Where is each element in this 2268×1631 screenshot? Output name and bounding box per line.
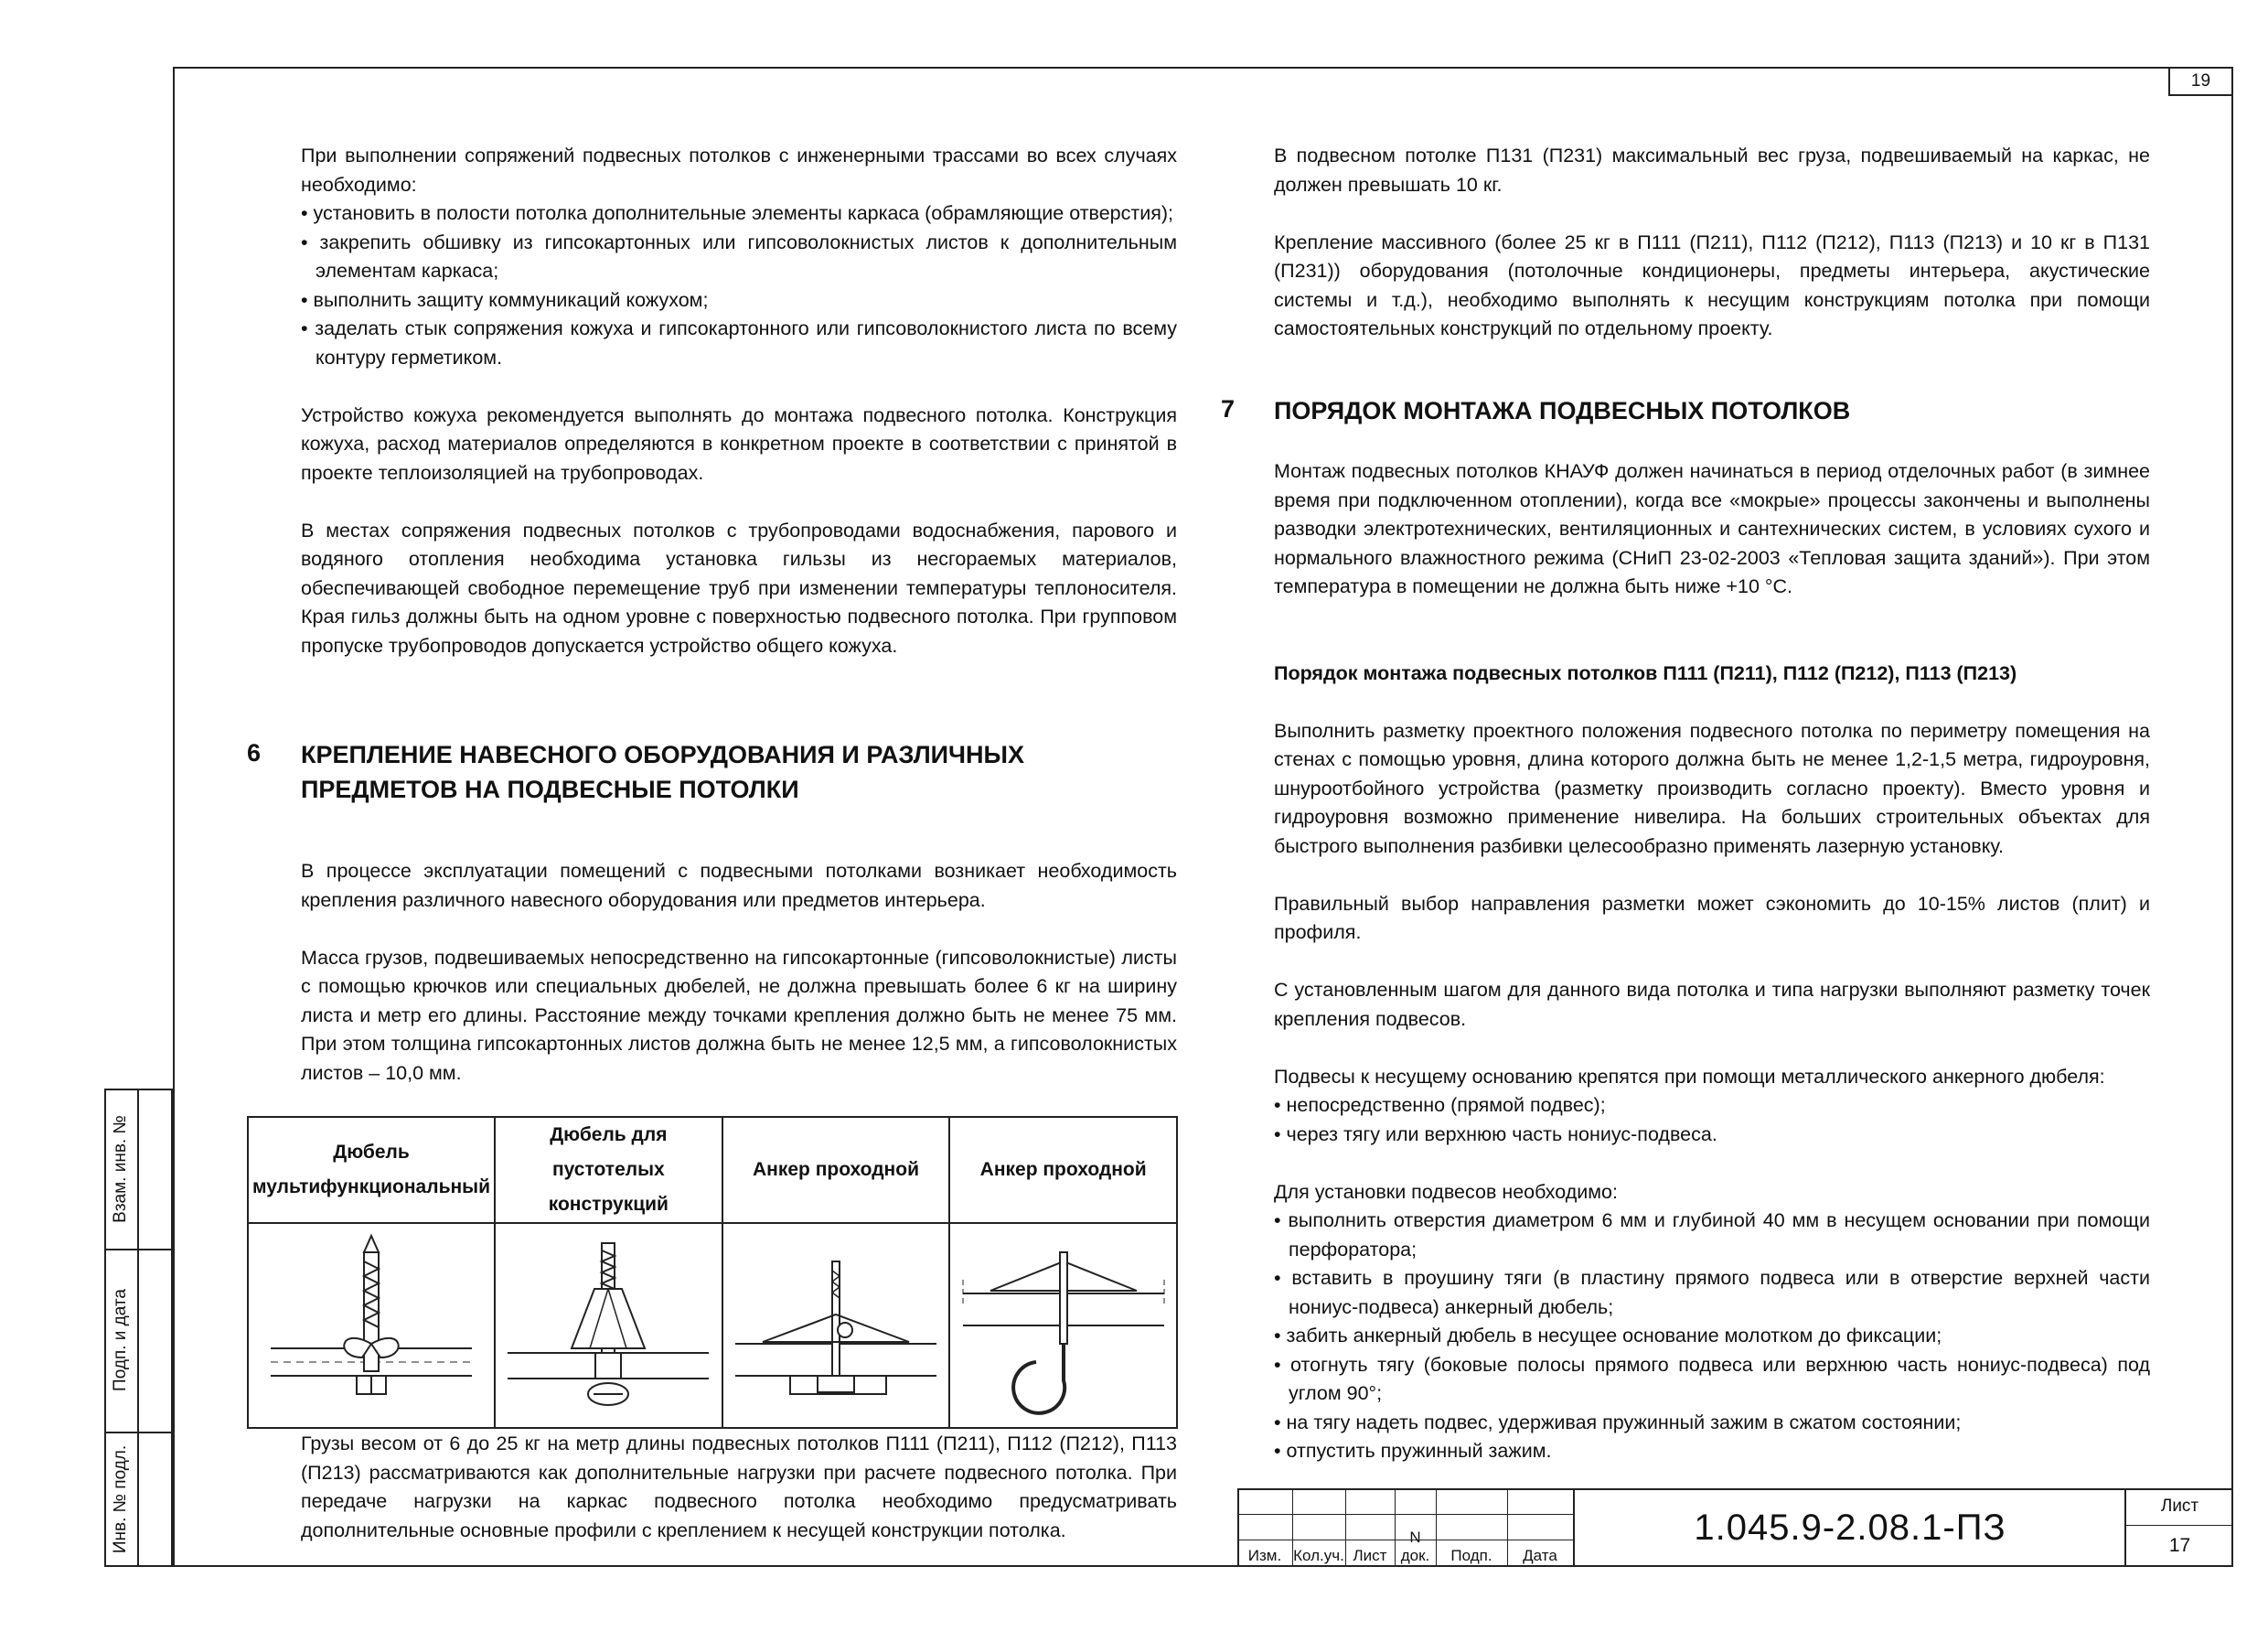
grid-line xyxy=(1237,1514,1573,1515)
list-item: • непосредственно (прямой подвес); xyxy=(1274,1091,2150,1121)
paragraph: В местах сопряжения подвесных потолков с трубопроводами водоснабжения, парового и водяного отопления необходима установка гильзы из несгораемых материалов, обеспечивающей свободное перемещение труб при изменении температуры теплоносителя. Края гильз должны быть на одном уровне с поверхностью подвесного потолка. При групповом пропуске трубопроводов допускается устройство общего кожуха. xyxy=(301,519,1177,657)
document-code: 1.045.9-2.08.1-ПЗ xyxy=(1694,1507,2006,1548)
table-header: Анкер проходной xyxy=(949,1117,1177,1223)
table-cell xyxy=(722,1223,950,1428)
list-item: • забить анкерный дюбель в несущее основание молотком до фиксации; xyxy=(1274,1322,2150,1351)
section-7-number: 7 xyxy=(1221,395,1236,423)
title-block-col-podp: Подп. xyxy=(1450,1547,1492,1564)
title-block-col-data: Дата xyxy=(1523,1547,1557,1564)
list-item: • заделать стык сопряжения кожуха и гипсокартонного или гипсоволокнистого листа по всему контуру герметиком. xyxy=(301,315,1177,372)
paragraph: Подвесы к несущему основанию крепятся при помощи металлического анкерного дюбеля: xyxy=(1274,1065,2105,1088)
table-cell xyxy=(949,1223,1177,1428)
table-header: Дюбель мультифункциональный xyxy=(248,1117,495,1223)
requirement-list xyxy=(301,199,1177,372)
title-block-col-ndok: N док. xyxy=(1400,1529,1430,1564)
section-6-title: КРЕПЛЕНИЕ НАВЕСНОГО ОБОРУДОВАНИЯ И РАЗЛИЧНЫХ ПРЕДМЕТОВ НА ПОДВЕСНЫЕ ПОТОЛКИ xyxy=(301,741,1024,803)
paragraph: С установленным шагом для данного вида потолка и типа нагрузки выполняют разметку точек крепления подвесов. xyxy=(1274,979,2150,1030)
sheet-box xyxy=(2124,1488,2235,1567)
title-block-col-izm: Изм. xyxy=(1247,1547,1282,1564)
paragraph: Грузы весом от 6 до 25 кг на метр длины подвесных потолков П111 (П211), П112 (П212), П113 (П213) рассматриваются как дополнительные нагрузки при расчете подвесного потолка. При передаче нагрузки на каркас подвесного потолка необходимо предусматривать дополнительные основные профили с креплением к несущей конструкции потолка. xyxy=(301,1432,1177,1541)
table-header: Дюбель для пустотелых конструкций xyxy=(495,1117,722,1223)
side-label-podp-data: Подп. и дата xyxy=(111,1289,131,1391)
subheading: Порядок монтажа подвесных потолков П111 (П211), П112 (П212), П113 (П213) xyxy=(1274,661,2017,684)
list-item: • выполнить защиту коммуникаций кожухом; xyxy=(301,286,1177,316)
list-item: • установить в полости потолка дополнительные элементы каркаса (обрамляющие отверстия); xyxy=(301,199,1177,229)
left-column-mid xyxy=(301,857,1177,1117)
top-page-number: 19 xyxy=(2168,67,2233,96)
list-item: • выполнить отверстия диаметром 6 мм и глубиной 40 мм в несущем основании при помощи перфоратора; xyxy=(1274,1207,2150,1264)
title-block-col-koluch: Кол.уч. xyxy=(1293,1547,1344,1564)
paragraph: Выполнить разметку проектного положения подвесного потолка по периметру помещения на стенах с помощью уровня, длина которого должна быть не менее 1,2-1,5 метра, гидроуровня, шнуроотбойного устройства (разметку производить согласно проекту). Вместо уровня и гидроуровня возможно применение нивелира. На больших строительных объектах для быстрого выполнения разбивки целесообразно применять лазерную установку. xyxy=(1274,719,2150,857)
list-item: • на тягу надеть подвес, удерживая пружинный зажим в сжатом состоянии; xyxy=(1274,1409,2150,1438)
section-7-title: ПОРЯДОК МОНТАЖА ПОДВЕСНЫХ ПОТОЛКОВ xyxy=(1274,397,1851,424)
grid-line xyxy=(1573,1488,1575,1567)
table-cell xyxy=(495,1223,722,1428)
paragraph: В процессе эксплуатации помещений с подвесными потолками возникает необходимость крепления различного навесного оборудования или предметов интерьера. xyxy=(301,860,1177,911)
paragraph: Для установки подвесов необходимо: xyxy=(1274,1180,1618,1203)
section-6-number: 6 xyxy=(247,739,262,767)
table-header: Анкер проходной xyxy=(722,1117,950,1223)
paragraph: Масса грузов, подвешиваемых непосредственно на гипсокартонные (гипсоволокнистые) листы с помощью крючков или специальных дюбелей, не должна превышать более 6 кг на ширину листа и метр его длины. Расстояние между точками крепления должно быть не менее 75 мм. При этом толщина гипсокартонных листов должна быть не менее 12,5 мм, а гипсоволокнистых листов – 10,0 мм. xyxy=(301,946,1177,1084)
toggle-anchor-hook-illustration xyxy=(954,1225,1173,1426)
installation-steps-list xyxy=(1274,1207,2150,1466)
paragraph: При выполнении сопряжений подвесных потолков с инженерными трассами во всех случаях необходимо: xyxy=(301,145,1177,196)
side-label-zam-inv: Взам. инв. № xyxy=(111,1114,130,1223)
suspension-list xyxy=(1274,1091,2150,1149)
list-item: • закрепить обшивку из гипсокартонных или гипсоволокнистых листов к дополнительным элементам каркаса; xyxy=(301,229,1177,286)
sheet-number: 17 xyxy=(2168,1535,2191,1556)
left-column-top xyxy=(301,142,1177,690)
list-item: • через тягу или верхнюю часть нониус-подвеса. xyxy=(1274,1121,2150,1150)
paragraph: Крепление массивного (более 25 кг в П111 (П211), П112 (П212), П113 (П213) и 10 кг в П131 (П231)) оборудования (потолочные кондиционеры, предметы интерьера, акустические системы и т.д.), необходимо выполнять к несущим конструкциям потолка при помощи самостоятельных конструкций по отдельному проекту. xyxy=(1274,231,2150,339)
paragraph: Правильный выбор направления разметки может сэкономить до 10-15% листов (плит) и профиля. xyxy=(1274,892,2150,943)
side-label-inv-podl: Инв. № подл. xyxy=(111,1444,131,1554)
right-column-body xyxy=(1274,457,2150,1495)
cavity-dowel-illustration xyxy=(498,1225,718,1426)
table-cell xyxy=(248,1223,495,1428)
list-item: • вставить в проушину тяги (в пластину прямого подвеса или в отверстие верхней части нониус-подвеса) анкерный дюбель; xyxy=(1274,1264,2150,1322)
paragraph: Монтаж подвесных потолков КНАУФ должен начинаться в период отделочных работ (в зимнее время при подключенном отоплении), когда все «мокрые» процессы закончены и выполнены разводки электротехнических, вентиляционных и сантехнических систем, в условиях сухого и нормального влажностного режима (СНиП 23-02-2003 «Тепловая защита зданий»). При этом температура в помещении не должна быть ниже +10 °С. xyxy=(1274,460,2150,597)
title-block xyxy=(1237,1488,2233,1567)
paragraph: В подвесном потолке П131 (П231) максимальный вес груза, подвешиваемый на каркас, не должен превышать 10 кг. xyxy=(1274,145,2150,196)
list-item: • отпустить пружинный зажим. xyxy=(1274,1437,2150,1466)
list-item: • отогнуть тягу (боковые полосы прямого подвеса или верхнюю часть нониус-подвеса) под углом 90°; xyxy=(1274,1351,2150,1409)
multifunction-dowel-illustration xyxy=(262,1225,481,1426)
paragraph: Устройство кожуха рекомендуется выполнять до монтажа подвесного потолка. Конструкция кожуха, расход материалов определяются в конкретном проекте в соответствии с принятой в проекте теплоизоляцией на трубопроводах. xyxy=(301,403,1177,484)
right-column-top xyxy=(1274,142,2150,372)
title-block-col-list: Лист xyxy=(1353,1547,1387,1564)
left-column-bottom xyxy=(301,1430,1177,1574)
toggle-anchor-illustration xyxy=(726,1225,946,1426)
sheet-label: Лист xyxy=(2126,1488,2233,1526)
anchor-table xyxy=(247,1116,1178,1429)
